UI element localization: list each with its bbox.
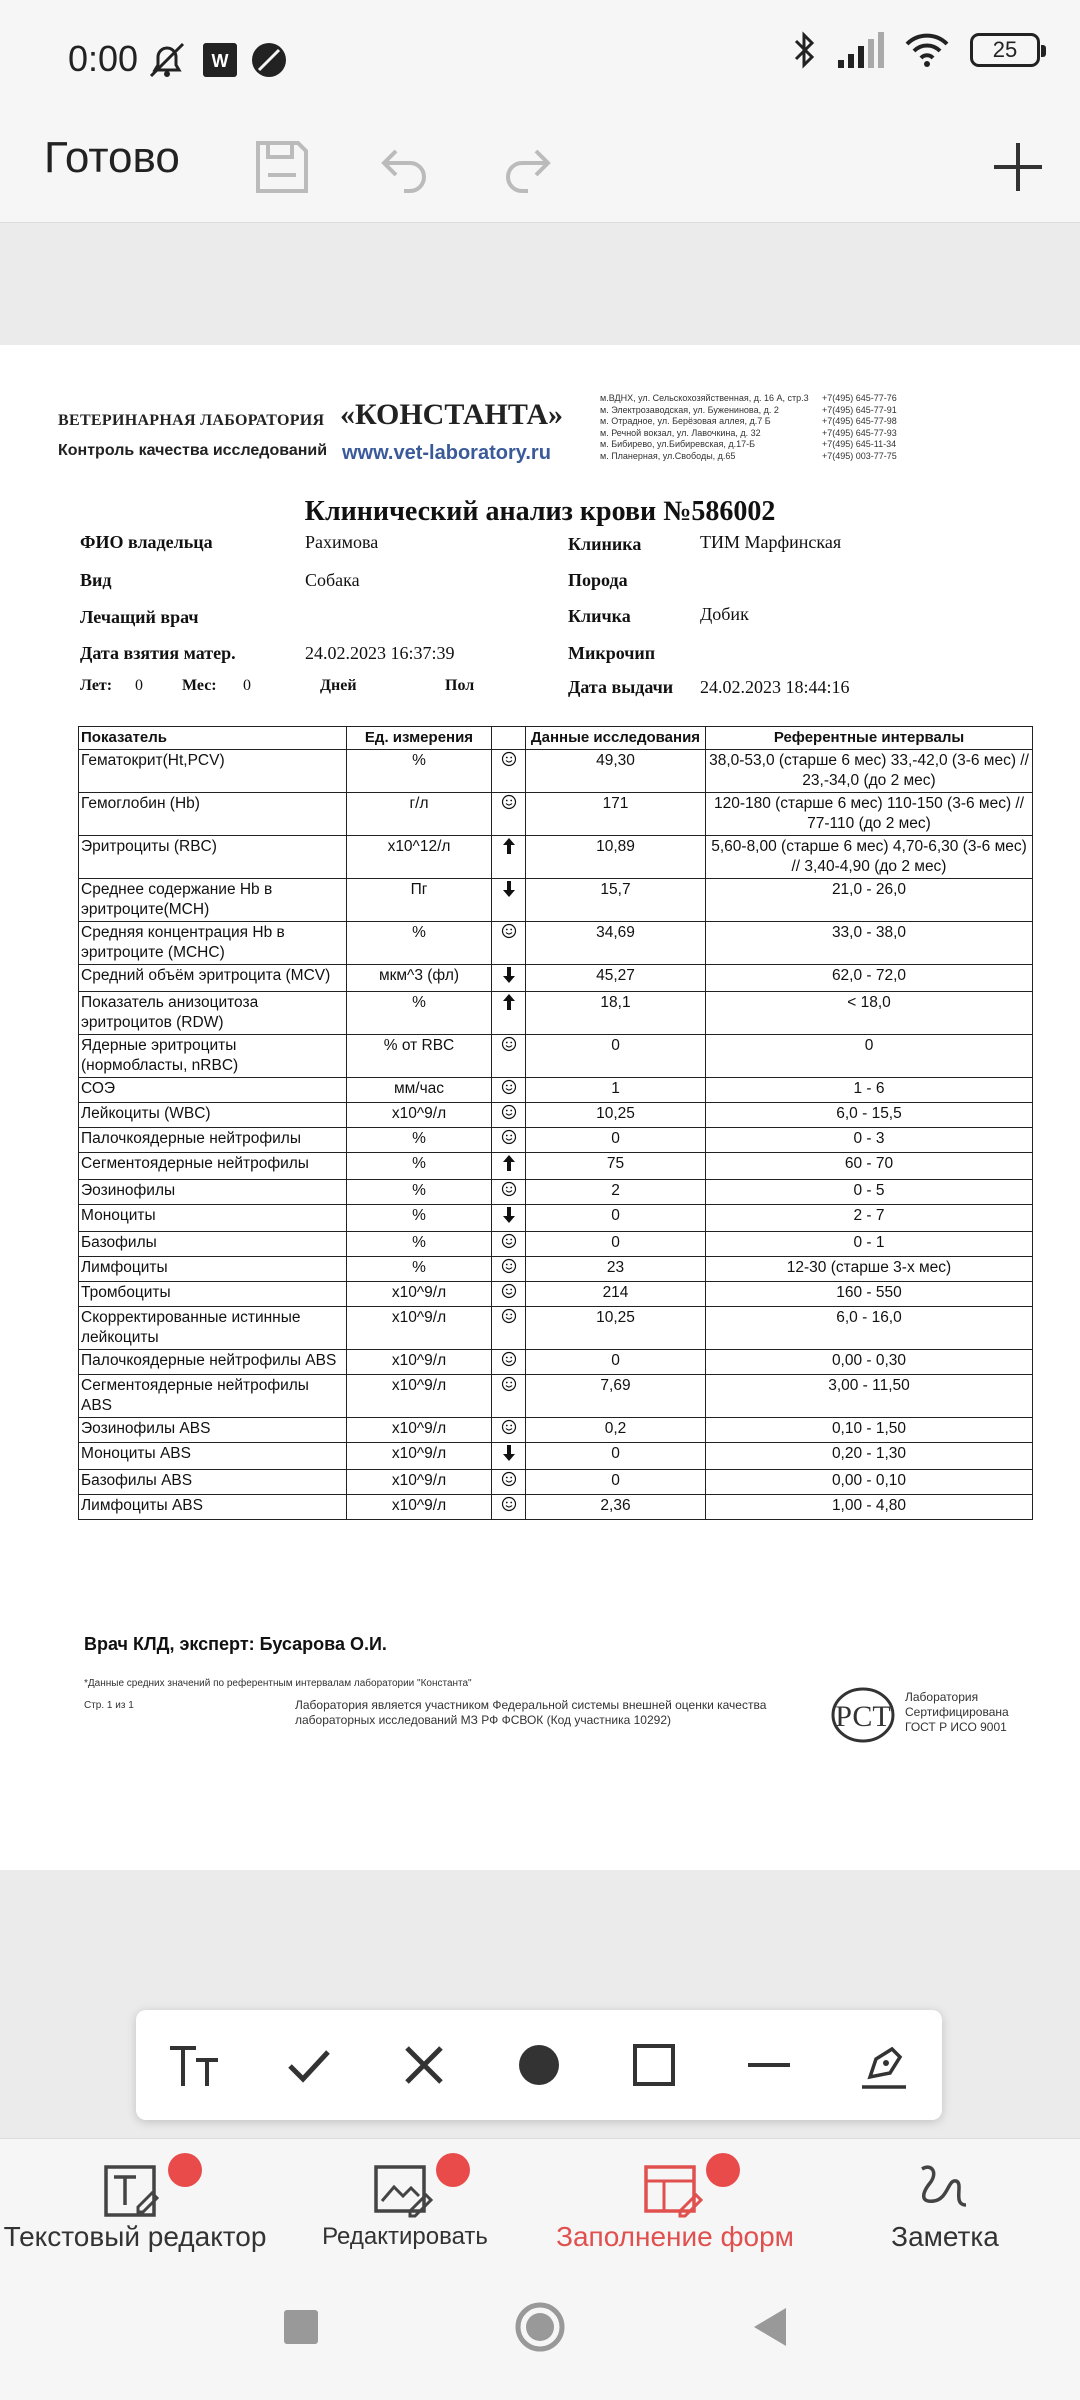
reference-cell: 0,10 - 1,50 [706, 1418, 1033, 1443]
chip-label: Микрочип [568, 643, 656, 663]
value-cell: 171 [526, 793, 706, 836]
rst-cert-logo [830, 1686, 900, 1744]
table-row [79, 1257, 1033, 1282]
edit-image-icon [370, 2155, 440, 2219]
rst-logo-text: РСТ [835, 1700, 891, 1733]
value-cell: 10,89 [526, 836, 706, 879]
indicator-cell: Средняя концентрация Hb в эритроците (MCHC) [79, 922, 347, 965]
reference-cell: 38,0-53,0 (старше 6 мес) 33,-42,0 (3-6 мес) // 23,-34,0 (до 2 мес) [706, 750, 1033, 793]
flag-cell [492, 1103, 526, 1128]
indicator-cell: Лимфоциты ABS [79, 1495, 347, 1520]
signature-icon[interactable] [844, 2025, 924, 2105]
table-header-row [79, 727, 1033, 750]
table-row [79, 1282, 1033, 1307]
unit-cell: % [347, 1180, 492, 1205]
indicator-cell: Эозинофилы ABS [79, 1418, 347, 1443]
flag-cell [492, 1128, 526, 1153]
svg-text:W: W [211, 51, 229, 71]
smiley-icon [501, 1286, 517, 1303]
smiley-icon [501, 926, 517, 943]
indicator-cell: Гематокрит(Ht,PCV) [79, 750, 347, 793]
header-flag [492, 727, 526, 750]
sex-label: Пол [445, 677, 475, 694]
indicator-cell: Ядерные эритроциты (нормобласты, nRBC) [79, 1035, 347, 1078]
square-icon[interactable] [614, 2025, 694, 2105]
tab-label: Заметка [891, 2221, 999, 2252]
indicator-cell: Лейкоциты (WBC) [79, 1103, 347, 1128]
table-row [79, 1418, 1033, 1443]
cert-line: Лаборатория [905, 1690, 979, 1704]
smiley-icon [501, 1499, 517, 1516]
battery-level: 25 [992, 37, 1018, 62]
table-row [79, 1035, 1033, 1078]
smiley-icon [501, 754, 517, 771]
value-cell: 2 [526, 1180, 706, 1205]
address-line: м. Речной вокзал, ул. Лавочкина, д. 32 [600, 427, 761, 438]
reference-cell: 6,0 - 16,0 [706, 1307, 1033, 1350]
indicator-cell: Сегментоядерные нейтрофилы [79, 1153, 347, 1180]
page-number: Стр. 1 из 1 [84, 1700, 134, 1711]
value-cell: 2,36 [526, 1495, 706, 1520]
indicator-cell: Тромбоциты [79, 1282, 347, 1307]
unit-cell: x10^9/л [347, 1307, 492, 1350]
flag-cell [492, 1232, 526, 1257]
issue-date-value: 24.02.2023 18:44:16 [700, 677, 850, 697]
unit-cell: x10^9/л [347, 1103, 492, 1128]
phone-line: +7(495) 645-77-93 [822, 427, 897, 438]
document-title: Клинический анализ крови №586002 [304, 496, 776, 527]
unit-cell: % [347, 1257, 492, 1282]
value-cell: 45,27 [526, 965, 706, 992]
clinic-label: Клиника [568, 534, 642, 554]
nickname-label: Кличка [568, 606, 631, 626]
reference-cell: 3,00 - 11,50 [706, 1375, 1033, 1418]
indicator-cell: Гемоглобин (Hb) [79, 793, 347, 836]
clinic-value: ТИМ Марфинская [700, 532, 842, 552]
value-cell: 23 [526, 1257, 706, 1282]
value-cell: 0 [526, 1035, 706, 1078]
table-row [79, 1205, 1033, 1232]
arrow-down-icon [502, 1449, 516, 1466]
signal-icon [838, 32, 884, 68]
table-row [79, 879, 1033, 922]
flag-cell [492, 1153, 526, 1180]
check-icon[interactable] [269, 2025, 349, 2105]
indicator-cell: Скорректированные истинные лейкоциты [79, 1307, 347, 1350]
unit-cell: x10^9/л [347, 1443, 492, 1470]
value-cell: 0 [526, 1128, 706, 1153]
reference-cell: < 18,0 [706, 992, 1033, 1035]
value-cell: 7,69 [526, 1375, 706, 1418]
indicator-cell: Сегментоядерные нейтрофилы ABS [79, 1375, 347, 1418]
species-value: Собака [305, 570, 360, 590]
value-cell: 34,69 [526, 922, 706, 965]
years-label: Лет: [80, 677, 113, 694]
reference-cell: 160 - 550 [706, 1282, 1033, 1307]
tab-form-fill[interactable] [540, 2139, 810, 2269]
lab-phones [822, 393, 897, 462]
reference-cell: 0 - 3 [706, 1128, 1033, 1153]
value-cell: 0 [526, 1232, 706, 1257]
flag-cell [492, 879, 526, 922]
reference-cell: 0 - 5 [706, 1180, 1033, 1205]
flag-cell [492, 965, 526, 992]
lab-subtitle: Контроль качества исследований [58, 442, 328, 459]
phone-line: +7(495) 645-77-98 [822, 416, 897, 426]
arrow-up-icon [502, 1159, 516, 1176]
lab-addresses [600, 393, 809, 462]
unit-cell: Пг [347, 879, 492, 922]
smiley-icon [501, 1379, 517, 1396]
reference-cell: 0,00 - 0,10 [706, 1470, 1033, 1495]
reference-cell: 2 - 7 [706, 1205, 1033, 1232]
indicator-cell: Моноциты [79, 1205, 347, 1232]
smiley-icon [501, 1474, 517, 1491]
table-row [79, 1375, 1033, 1418]
note-icon [910, 2155, 980, 2219]
undo-icon[interactable] [364, 127, 444, 207]
months-label: Мес: [182, 677, 217, 694]
flag-cell [492, 836, 526, 879]
indicator-cell: Показатель анизоцитоза эритроцитов (RDW) [79, 992, 347, 1035]
table-row [79, 1103, 1033, 1128]
back-icon[interactable] [752, 2306, 788, 2348]
bluetooth-icon [792, 30, 818, 70]
unit-cell: % [347, 1153, 492, 1180]
reference-cell: 5,60-8,00 (старше 6 мес) 4,70-6,30 (3-6 мес) // 3,40-4,90 (до 2 мес) [706, 836, 1033, 879]
value-cell: 0 [526, 1205, 706, 1232]
mute-bell-icon [145, 38, 189, 82]
indicator-cell: СОЭ [79, 1078, 347, 1103]
flag-cell [492, 1443, 526, 1470]
format-toolbar [136, 2010, 942, 2120]
unit-cell: мкм^3 (фл) [347, 965, 492, 992]
blocked-icon [251, 42, 287, 78]
flag-cell [492, 750, 526, 793]
unit-cell: % [347, 1232, 492, 1257]
indicator-cell: Базофилы ABS [79, 1470, 347, 1495]
tab-label: Заполнение форм [556, 2221, 794, 2252]
address-line: м. Планерная, ул.Свободы, д.65 [600, 450, 736, 461]
wps-app-icon [203, 43, 237, 77]
table-row [79, 992, 1033, 1035]
flag-cell [492, 1470, 526, 1495]
flag-cell [492, 1078, 526, 1103]
header-value: Данные исследования [526, 727, 706, 750]
value-cell: 75 [526, 1153, 706, 1180]
flag-cell [492, 1350, 526, 1375]
lab-title-small: ВЕТЕРИНАРНАЯ ЛАБОРАТОРИЯ [58, 412, 325, 429]
status-bar [0, 0, 1080, 115]
wifi-icon [904, 32, 950, 68]
battery-indicator [970, 33, 1040, 67]
flag-cell [492, 1418, 526, 1443]
value-cell: 0,2 [526, 1418, 706, 1443]
cert-text [905, 1690, 1009, 1735]
smiley-icon [501, 1107, 517, 1124]
nickname-value: Добик [700, 604, 749, 624]
arrow-up-icon [502, 842, 516, 859]
value-cell: 214 [526, 1282, 706, 1307]
indicator-cell: Лимфоциты [79, 1257, 347, 1282]
premium-crown-icon [436, 2153, 470, 2187]
days-label: Дней [320, 677, 357, 694]
dot-icon[interactable] [499, 2025, 579, 2105]
unit-cell: г/л [347, 793, 492, 836]
flag-cell [492, 1257, 526, 1282]
table-row [79, 1180, 1033, 1205]
reference-cell: 0 [706, 1035, 1033, 1078]
sample-date-value: 24.02.2023 16:37:39 [305, 643, 455, 663]
recents-icon[interactable] [284, 2310, 318, 2344]
smiley-icon [501, 1082, 517, 1099]
species-label: Вид [80, 570, 112, 590]
reference-cell: 1,00 - 4,80 [706, 1495, 1033, 1520]
table-row [79, 1128, 1033, 1153]
flag-cell [492, 1307, 526, 1350]
footnote: *Данные средних значений по референтным интервалам лаборатории "Константа" [84, 1678, 472, 1689]
indicator-cell: Моноциты ABS [79, 1443, 347, 1470]
form-fill-icon [640, 2155, 710, 2219]
status-time: 0:00 [68, 38, 139, 79]
premium-crown-icon [168, 2153, 202, 2187]
phone-line: +7(495) 003-77-75 [822, 450, 897, 461]
flag-cell [492, 1495, 526, 1520]
reference-cell: 120-180 (старше 6 мес) 110-150 (3-6 мес) // 77-110 (до 2 мес) [706, 793, 1033, 836]
smiley-icon [501, 1354, 517, 1371]
value-cell: 10,25 [526, 1103, 706, 1128]
results-table [78, 726, 1033, 1520]
value-cell: 1 [526, 1078, 706, 1103]
flag-cell [492, 1205, 526, 1232]
add-icon[interactable] [978, 127, 1058, 207]
sample-date-label: Дата взятия матер. [80, 643, 236, 663]
phone-line: +7(495) 645-77-76 [822, 393, 897, 403]
indicator-cell: Эритроциты (RBC) [79, 836, 347, 879]
unit-cell: мм/час [347, 1078, 492, 1103]
doctor-signature: Врач КЛД, эксперт: Бусарова О.И. [84, 1634, 387, 1654]
reference-cell: 0 - 1 [706, 1232, 1033, 1257]
issue-date-label: Дата выдачи [568, 677, 674, 697]
months-value: 0 [243, 677, 251, 694]
indicator-cell: Базофилы [79, 1232, 347, 1257]
address-line: м. Электрозаводская, ул. Буженинова, д. 2 [600, 404, 779, 415]
address-line: м. Отрадное, ул. Берёзовая аллея, д.7 Б [600, 416, 771, 426]
reference-cell: 12-30 (старше 3-х мес) [706, 1257, 1033, 1282]
fsvok-note: Лаборатория является участником Федеральной системы внешней оценки качества лабораторных исследований МЗ РФ ФСВОК (Код участника 10292) [295, 1698, 767, 1727]
reference-cell: 6,0 - 15,5 [706, 1103, 1033, 1128]
value-cell: 0 [526, 1443, 706, 1470]
flag-cell [492, 1375, 526, 1418]
unit-cell: x10^12/л [347, 836, 492, 879]
tab-label: Текстовый редактор [3, 2221, 267, 2252]
unit-cell: x10^9/л [347, 1495, 492, 1520]
smiley-icon [501, 1184, 517, 1201]
unit-cell: x10^9/л [347, 1375, 492, 1418]
smiley-icon [501, 1422, 517, 1439]
tab-note[interactable] [810, 2139, 1080, 2269]
system-nav-bar [0, 2268, 1080, 2400]
table-row [79, 1307, 1033, 1350]
reference-cell: 33,0 - 38,0 [706, 922, 1033, 965]
table-row [79, 1078, 1033, 1103]
tab-label: Редактировать [322, 2223, 488, 2250]
table-row [79, 1232, 1033, 1257]
tab-edit[interactable] [270, 2139, 540, 2269]
bottom-tab-bar [0, 2138, 1080, 2268]
table-row [79, 1350, 1033, 1375]
breed-label: Порода [568, 570, 628, 590]
arrow-down-icon [502, 885, 516, 902]
unit-cell: % [347, 750, 492, 793]
reference-cell: 0,20 - 1,30 [706, 1443, 1033, 1470]
unit-cell: x10^9/л [347, 1418, 492, 1443]
flag-cell [492, 793, 526, 836]
indicator-cell: Палочкоядерные нейтрофилы ABS [79, 1350, 347, 1375]
smiley-icon [501, 1132, 517, 1149]
redo-icon[interactable] [488, 127, 568, 207]
years-value: 0 [135, 677, 143, 694]
table-row [79, 836, 1033, 879]
value-cell: 10,25 [526, 1307, 706, 1350]
value-cell: 0 [526, 1470, 706, 1495]
indicator-cell: Палочкоядерные нейтрофилы [79, 1128, 347, 1153]
unit-cell: x10^9/л [347, 1470, 492, 1495]
table-row [79, 1153, 1033, 1180]
lab-url: www.vet-laboratory.ru [342, 442, 551, 464]
table-row [79, 1470, 1033, 1495]
text-editor-icon [100, 2155, 170, 2219]
table-row [79, 793, 1033, 836]
home-icon[interactable] [514, 2301, 566, 2353]
owner-value: Рахимова [305, 532, 379, 552]
line-icon[interactable] [729, 2025, 809, 2105]
header-reference: Референтные интервалы [706, 727, 1033, 750]
cross-icon[interactable] [384, 2025, 464, 2105]
flag-cell [492, 1035, 526, 1078]
address-line: м. Бибирево, ул.Бибиревская, д.17-Б [600, 439, 756, 449]
unit-cell: % от RBC [347, 1035, 492, 1078]
value-cell: 18,1 [526, 992, 706, 1035]
arrow-up-icon [502, 998, 516, 1015]
premium-crown-icon [706, 2153, 740, 2187]
indicator-cell: Среднее содержание Hb в эритроците(MCH) [79, 879, 347, 922]
reference-cell: 21,0 - 26,0 [706, 879, 1033, 922]
phone-line: +7(495) 645-11-34 [822, 439, 897, 449]
table-row [79, 922, 1033, 965]
text-size-icon[interactable] [154, 2025, 234, 2105]
unit-cell: x10^9/л [347, 1282, 492, 1307]
indicator-cell: Эозинофилы [79, 1180, 347, 1205]
smiley-icon [501, 1236, 517, 1253]
flag-cell [492, 1180, 526, 1205]
cert-line: Сертифицирована [905, 1705, 1009, 1719]
smiley-icon [501, 797, 517, 814]
table-row [79, 750, 1033, 793]
flag-cell [492, 922, 526, 965]
smiley-icon [501, 1311, 517, 1328]
cert-line: ГОСТ Р ИСО 9001 [905, 1720, 1007, 1734]
owner-label: ФИО владельца [80, 532, 213, 552]
flag-cell [492, 992, 526, 1035]
done-button[interactable]: Готово [44, 133, 180, 182]
value-cell: 0 [526, 1350, 706, 1375]
unit-cell: % [347, 1205, 492, 1232]
save-icon[interactable] [242, 127, 322, 207]
reference-cell: 0,00 - 0,30 [706, 1350, 1033, 1375]
reference-cell: 1 - 6 [706, 1078, 1033, 1103]
unit-cell: x10^9/л [347, 1350, 492, 1375]
reference-cell: 62,0 - 72,0 [706, 965, 1033, 992]
results-body [79, 750, 1033, 1520]
unit-cell: % [347, 1128, 492, 1153]
reference-cell: 60 - 70 [706, 1153, 1033, 1180]
header-indicator: Показатель [79, 727, 347, 750]
indicator-cell: Средний объём эритроцита (MCV) [79, 965, 347, 992]
table-row [79, 1495, 1033, 1520]
unit-cell: % [347, 922, 492, 965]
smiley-icon [501, 1039, 517, 1056]
doctor-label: Лечащий врач [80, 607, 199, 627]
tab-text-editor[interactable] [0, 2139, 270, 2269]
address-line: м.ВДНХ, ул. Сельскохозяйственная, д. 16 А, стр.3 [600, 393, 809, 403]
arrow-down-icon [502, 971, 516, 988]
value-cell: 49,30 [526, 750, 706, 793]
flag-cell [492, 1282, 526, 1307]
table-row [79, 1443, 1033, 1470]
top-toolbar [0, 115, 1080, 223]
unit-cell: % [347, 992, 492, 1035]
lab-name: «КОНСТАНТА» [340, 398, 564, 431]
value-cell: 15,7 [526, 879, 706, 922]
smiley-icon [501, 1261, 517, 1278]
header-unit: Ед. измерения [347, 727, 492, 750]
phone-line: +7(495) 645-77-91 [822, 404, 897, 415]
arrow-down-icon [502, 1211, 516, 1228]
table-row [79, 965, 1033, 992]
